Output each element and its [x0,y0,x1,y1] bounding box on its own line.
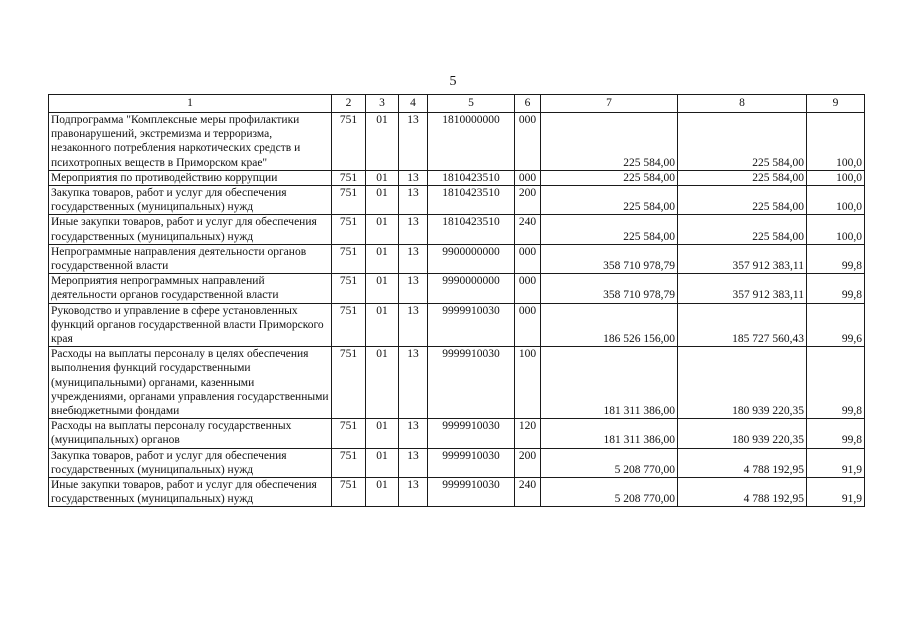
execution-percent-cell: 99,8 [807,419,865,448]
ministry-code-cell: 751 [332,170,366,185]
table-row [49,170,865,185]
ministry-code-cell: 751 [332,274,366,303]
subsection-code-cell: 13 [399,448,428,477]
expense-name-cell: Иные закупки товаров, работ и услуг для обеспечения государственных (муниципальных) нужд [49,215,332,244]
ministry-code-cell: 751 [332,113,366,171]
subsection-code-cell: 13 [399,274,428,303]
section-code-cell: 01 [366,170,399,185]
section-code-cell: 01 [366,303,399,347]
expense-name-cell: Непрограммные направления деятельности органов государственной власти [49,244,332,273]
executed-amount-cell: 225 584,00 [678,186,807,215]
target-article-cell: 9900000000 [428,244,515,273]
subsection-code-cell: 13 [399,347,428,419]
planned-amount-cell: 5 208 770,00 [541,478,678,507]
ministry-code-cell: 751 [332,478,366,507]
subsection-code-cell: 13 [399,478,428,507]
executed-amount-cell: 225 584,00 [678,113,807,171]
column-header: 8 [678,95,807,113]
execution-percent-cell: 100,0 [807,170,865,185]
planned-amount-cell: 358 710 978,79 [541,274,678,303]
column-number-row [49,95,865,113]
execution-percent-cell: 91,9 [807,478,865,507]
table-row [49,303,865,347]
column-header: 2 [332,95,366,113]
expense-name-cell: Расходы на выплаты персоналу государственных (муниципальных) органов [49,419,332,448]
executed-amount-cell: 4 788 192,95 [678,478,807,507]
target-article-cell: 9999910030 [428,478,515,507]
planned-amount-cell: 358 710 978,79 [541,244,678,273]
ministry-code-cell: 751 [332,347,366,419]
target-article-cell: 9999910030 [428,448,515,477]
column-header: 1 [49,95,332,113]
column-header: 5 [428,95,515,113]
expense-type-cell: 100 [515,347,541,419]
planned-amount-cell: 181 311 386,00 [541,347,678,419]
budget-table [48,94,865,507]
target-article-cell: 1810423510 [428,170,515,185]
column-header: 9 [807,95,865,113]
expense-type-cell: 120 [515,419,541,448]
execution-percent-cell: 99,8 [807,347,865,419]
ministry-code-cell: 751 [332,303,366,347]
column-header: 4 [399,95,428,113]
section-code-cell: 01 [366,347,399,419]
expense-name-cell: Закупка товаров, работ и услуг для обеспечения государственных (муниципальных) нужд [49,448,332,477]
target-article-cell: 9990000000 [428,274,515,303]
subsection-code-cell: 13 [399,419,428,448]
section-code-cell: 01 [366,244,399,273]
target-article-cell: 9999910030 [428,303,515,347]
table-row [49,448,865,477]
expense-name-cell: Руководство и управление в сфере установленных функций органов государственной власти Приморского края [49,303,332,347]
target-article-cell: 1810000000 [428,113,515,171]
expense-type-cell: 000 [515,113,541,171]
subsection-code-cell: 13 [399,170,428,185]
table-row [49,215,865,244]
expense-type-cell: 000 [515,303,541,347]
expense-type-cell: 000 [515,170,541,185]
expense-type-cell: 240 [515,478,541,507]
ministry-code-cell: 751 [332,419,366,448]
planned-amount-cell: 225 584,00 [541,215,678,244]
expense-name-cell: Закупка товаров, работ и услуг для обеспечения государственных (муниципальных) нужд [49,186,332,215]
table-row [49,186,865,215]
column-header: 7 [541,95,678,113]
executed-amount-cell: 225 584,00 [678,170,807,185]
subsection-code-cell: 13 [399,303,428,347]
planned-amount-cell: 186 526 156,00 [541,303,678,347]
executed-amount-cell: 357 912 383,11 [678,274,807,303]
execution-percent-cell: 100,0 [807,215,865,244]
column-header: 6 [515,95,541,113]
subsection-code-cell: 13 [399,186,428,215]
planned-amount-cell: 225 584,00 [541,186,678,215]
expense-name-cell: Иные закупки товаров, работ и услуг для обеспечения государственных (муниципальных) нужд [49,478,332,507]
executed-amount-cell: 180 939 220,35 [678,419,807,448]
ministry-code-cell: 751 [332,215,366,244]
execution-percent-cell: 99,8 [807,274,865,303]
expense-name-cell: Подпрограмма "Комплексные меры профилактики правонарушений, экстремизма и терроризма, незаконного потребления наркотических средств и психотропных веществ в Приморском крае" [49,113,332,171]
expense-type-cell: 000 [515,274,541,303]
section-code-cell: 01 [366,419,399,448]
page-number: 5 [449,74,457,89]
subsection-code-cell: 13 [399,244,428,273]
execution-percent-cell: 99,8 [807,244,865,273]
ministry-code-cell: 751 [332,244,366,273]
executed-amount-cell: 225 584,00 [678,215,807,244]
target-article-cell: 1810423510 [428,215,515,244]
expense-type-cell: 200 [515,448,541,477]
execution-percent-cell: 91,9 [807,448,865,477]
executed-amount-cell: 185 727 560,43 [678,303,807,347]
execution-percent-cell: 100,0 [807,113,865,171]
table-row [49,113,865,171]
executed-amount-cell: 357 912 383,11 [678,244,807,273]
section-code-cell: 01 [366,113,399,171]
target-article-cell: 9999910030 [428,419,515,448]
execution-percent-cell: 100,0 [807,186,865,215]
expense-type-cell: 240 [515,215,541,244]
planned-amount-cell: 225 584,00 [541,113,678,171]
table-row [49,419,865,448]
section-code-cell: 01 [366,478,399,507]
target-article-cell: 1810423510 [428,186,515,215]
section-code-cell: 01 [366,274,399,303]
executed-amount-cell: 4 788 192,95 [678,448,807,477]
section-code-cell: 01 [366,215,399,244]
subsection-code-cell: 13 [399,215,428,244]
table-row [49,478,865,507]
planned-amount-cell: 225 584,00 [541,170,678,185]
section-code-cell: 01 [366,186,399,215]
ministry-code-cell: 751 [332,448,366,477]
table-row [49,274,865,303]
expense-type-cell: 000 [515,244,541,273]
expense-name-cell: Мероприятия непрограммных направлений деятельности органов государственной власти [49,274,332,303]
target-article-cell: 9999910030 [428,347,515,419]
planned-amount-cell: 181 311 386,00 [541,419,678,448]
expense-name-cell: Мероприятия по противодействию коррупции [49,170,332,185]
table-row [49,244,865,273]
table-row [49,347,865,419]
planned-amount-cell: 5 208 770,00 [541,448,678,477]
ministry-code-cell: 751 [332,186,366,215]
column-header: 3 [366,95,399,113]
section-code-cell: 01 [366,448,399,477]
expense-name-cell: Расходы на выплаты персоналу в целях обеспечения выполнения функций государственными (муниципальными) органами, казенными учреждениями, органами управления государственными внебюджетными фондами [49,347,332,419]
expense-type-cell: 200 [515,186,541,215]
executed-amount-cell: 180 939 220,35 [678,347,807,419]
subsection-code-cell: 13 [399,113,428,171]
execution-percent-cell: 99,6 [807,303,865,347]
